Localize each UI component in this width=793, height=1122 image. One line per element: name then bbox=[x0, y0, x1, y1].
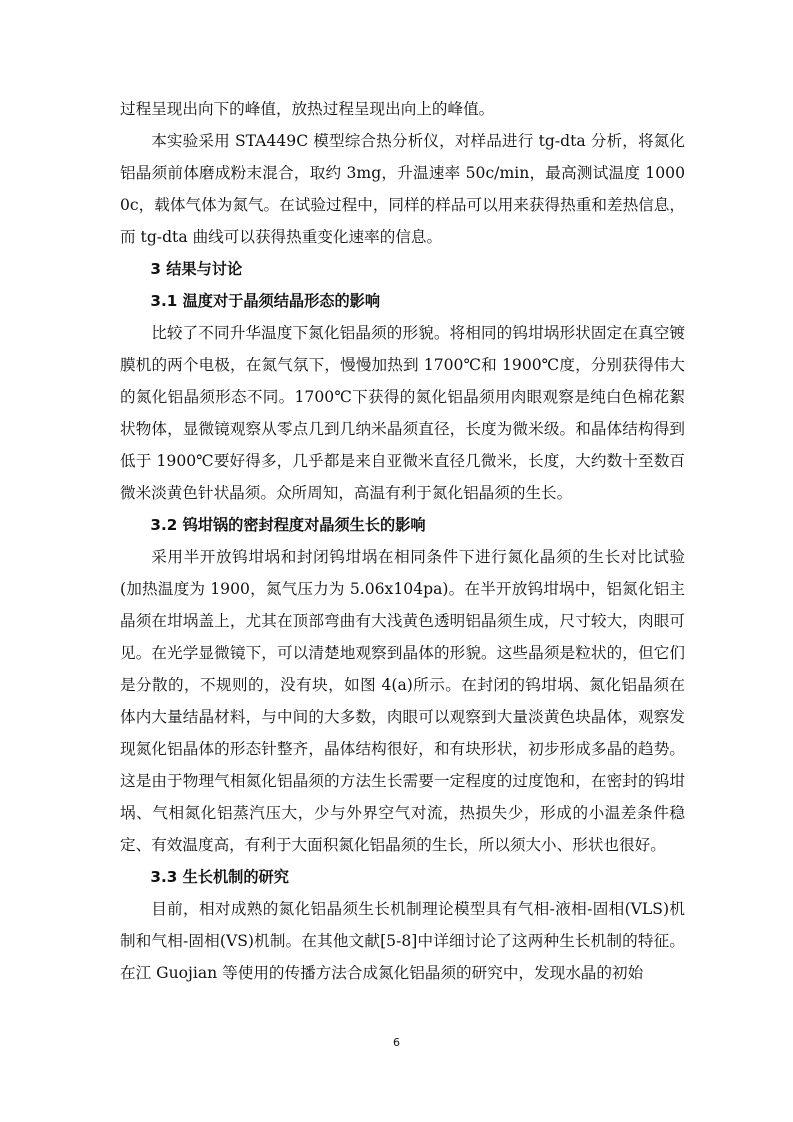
page-number: 6 bbox=[393, 1036, 400, 1049]
subsection-heading-3-2: 3.2 钨坩锅的密封程度对晶须生长的影响 bbox=[150, 516, 426, 534]
subsection-heading-3-3: 3.3 生长机制的研究 bbox=[150, 868, 289, 886]
page-body bbox=[120, 93, 685, 989]
section-heading-3: 3 结果与讨论 bbox=[150, 260, 243, 278]
paragraph-crucible: 采用半开放钨坩埚和封闭钨坩埚在相同条件下进行氮化晶须的生长对比试验(加热温度为 1900，氮气压力为 5.06x104pa)。在半开放钨坩埚中，铝氮化铝主晶须在坩埚盖上，尤其在顶部弯曲有大浅黄色透明铝晶须生成，尺寸较大，肉眼可见。在光学显微镜下，可以清楚地观察到晶体的形貌。这些晶须是粒状的，但它们是分散的，不规则的，没有块，如图 4(a)所示。在封闭的钨坩埚、氮化铝晶须在体内大量结晶材料，与中间的大多数，肉眼可以观察到大量淡黄色块晶体，观察发现氮化铝晶体的形态针整齐，晶体结构很好，和有块形状，初步形成多晶的趋势。这是由于物理气相氮化铝晶须的方法生长需要一定程度的过度饱和，在密封的钨坩埚、气相氮化铝蒸汽压大，少与外界空气对流，热损失少，形成的小温差条件稳定、有效温度高，有利于大面积氮化铝晶须的生长，所以须大小、形状也很好。 bbox=[120, 548, 685, 854]
subsection-heading-3-1: 3.1 温度对于晶须结晶形态的影响 bbox=[150, 292, 381, 310]
paragraph-mechanism: 目前，相对成熟的氮化铝晶须生长机制理论模型具有气相-液相-固相(VLS)机制和气相-固相(VS)机制。在其他文献[5-8]中详细讨论了这两种生长机制的特征。在江 Guojian 等使用的传播方法合成氮化铝晶须的研究中，发现水晶的初始 bbox=[120, 900, 685, 982]
paragraph-experiment: 本实验采用 STA449C 模型综合热分析仪，对样品进行 tg-dta 分析，将氮化铝晶须前体磨成粉末混合，取约 3mg，升温速率 50c/min，最高测试温度 10000c，载体气体为氮气。在试验过程中，同样的样品可以用来获得热重和差热信息，而 tg-dta 曲线可以获得热重变化速率的信息。 bbox=[120, 132, 685, 246]
paragraph-continued: 过程呈现出向下的峰值，放热过程呈现出向上的峰值。 bbox=[120, 100, 495, 118]
paragraph-temperature: 比较了不同升华温度下氮化铝晶须的形貌。将相同的钨坩埚形状固定在真空镀膜机的两个电极，在氮气氛下，慢慢加热到 1700℃和 1900℃度，分别获得伟大的氮化铝晶须形态不同。1700℃下获得的氮化铝晶须用肉眼观察是纯白色棉花絮状物体，显微镜观察从零点几到几纳米晶须直径，长度为微米级。和晶体结构得到低于 1900℃要好得多，几乎都是来自亚微米直径几微米，长度，大约数十至数百微米淡黄色针状晶须。众所周知，高温有利于氮化铝晶须的生长。 bbox=[120, 324, 685, 502]
